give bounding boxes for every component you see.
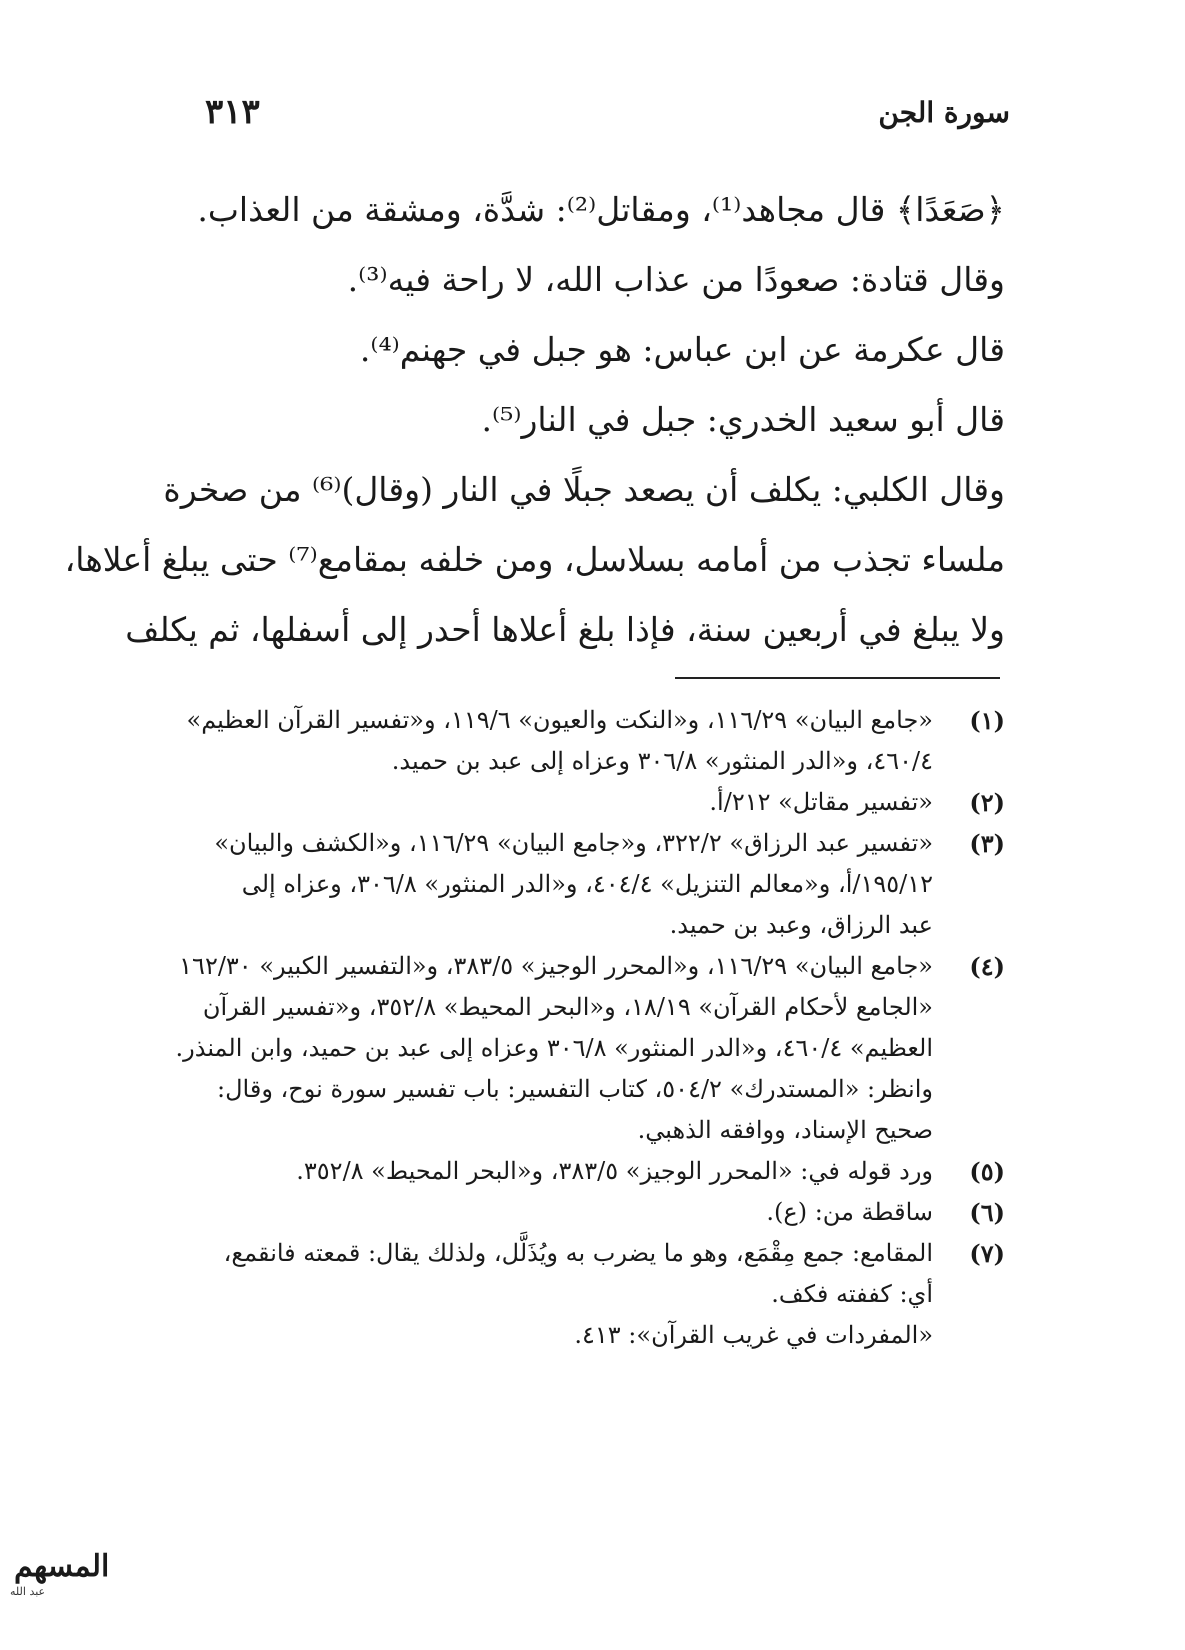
- footnote-text: [128, 782, 933, 823]
- footnote-text: [128, 946, 933, 1151]
- footnotes: [128, 700, 1005, 1356]
- footnote-text: [128, 1151, 933, 1192]
- footnote-number: (٧): [969, 1239, 1005, 1268]
- page-number: ٣١٣: [205, 92, 260, 132]
- footnote: [128, 1233, 1005, 1356]
- text-line: وقال قتادة: صعودًا من عذاب الله، لا راحة فيه⁽³⁾.: [347, 260, 1005, 299]
- text-line: قال أبو سعيد الخدري: جبل في النار⁽⁵⁾.: [481, 400, 1005, 439]
- footnote-line: عبد الرزاق، وعبد بن حميد.: [669, 911, 933, 939]
- footnote-number: (٥): [969, 1157, 1005, 1186]
- footnote-line: «المفردات في غريب القرآن»: ٤١٣.: [574, 1321, 933, 1349]
- footnote-text: [128, 700, 933, 782]
- footnote-line: ١٩٥/١٢/أ، و«معالم التنزيل» ٤٠٤/٤، و«الدر المنثور» ٣٠٦/٨، وعزاه إلى: [241, 870, 933, 898]
- footnote-line: ورد قوله في: «المحرر الوجيز» ٣٨٣/٥، و«البحر المحيط» ٣٥٢/٨.: [296, 1157, 933, 1185]
- footnote-line: «الجامع لأحكام القرآن» ١٨/١٩، و«البحر المحيط» ٣٥٢/٨، و«تفسير القرآن: [202, 993, 933, 1021]
- footnote-line: المقامع: جمع مِقْمَع، وهو ما يضرب به ويُذَلَّل، ولذلك يقال: قمعته فانقمع،: [223, 1239, 933, 1267]
- footnote-text: [128, 1233, 933, 1356]
- surah-title: سورة الجن: [878, 96, 1010, 129]
- text-line: وقال الكلبي: يكلف أن يصعد جبلًا في النار (وقال)⁽⁶⁾ من صخرة: [163, 470, 1005, 509]
- footnote-text: [128, 823, 933, 946]
- footnote-line: «جامع البيان» ١١٦/٢٩، و«المحرر الوجيز» ٣٨٣/٥، و«التفسير الكبير» ١٦٢/٣٠: [179, 952, 933, 980]
- footnote-text: [128, 1192, 933, 1233]
- publisher-logo-sub: عبد الله: [10, 1585, 46, 1598]
- footnote: [128, 782, 1005, 823]
- footnote: [128, 946, 1005, 1151]
- text-line: ولا يبلغ في أربعين سنة، فإذا بلغ أعلاها أحدر إلى أسفلها، ثم يكلف: [125, 610, 1005, 649]
- footnote-number: (٢): [969, 788, 1005, 817]
- footnote-number: (٤): [969, 952, 1005, 981]
- footnote-number: (١): [969, 706, 1005, 735]
- footnote-line: ساقطة من: (ع).: [766, 1198, 933, 1226]
- footnote-line: أي: كففته فكف.: [771, 1280, 933, 1308]
- footnote: [128, 700, 1005, 782]
- footnote-line: ٤٦٠/٤، و«الدر المنثور» ٣٠٦/٨ وعزاه إلى عبد بن حميد.: [391, 747, 933, 775]
- footnote-number: (٣): [969, 829, 1005, 858]
- footnote: [128, 1151, 1005, 1192]
- footnote-line: «تفسير عبد الرزاق» ٣٢٢/٢، و«جامع البيان» ١١٦/٢٩، و«الكشف والبيان»: [214, 829, 933, 857]
- footnote-line: صحيح الإسناد، ووافقه الذهبي.: [637, 1116, 933, 1144]
- text-line: ﴿صَعَدًا﴾ قال مجاهد⁽¹⁾، ومقاتل⁽²⁾: شدَّة، ومشقة من العذاب.: [197, 190, 1005, 229]
- text-line: ملساء تجذب من أمامه بسلاسل، ومن خلفه بمقامع⁽⁷⁾ حتى يبلغ أعلاها،: [64, 540, 1005, 579]
- footnote-separator: [675, 677, 1000, 679]
- publisher-logo: المسهم: [14, 1549, 110, 1584]
- footnote-number: (٦): [969, 1198, 1005, 1227]
- footnote-line: وانظر: «المستدرك» ٥٠٤/٢، كتاب التفسير: باب تفسير سورة نوح، وقال:: [217, 1075, 933, 1103]
- footnote-line: «جامع البيان» ١١٦/٢٩، و«النكت والعيون» ١١٩/٦، و«تفسير القرآن العظيم»: [186, 706, 933, 734]
- footnote: [128, 823, 1005, 946]
- text-line: قال عكرمة عن ابن عباس: هو جبل في جهنم⁽⁴⁾.: [359, 330, 1005, 369]
- page-header: [205, 92, 1010, 146]
- main-text: [64, 175, 1005, 665]
- footnote: [128, 1192, 1005, 1233]
- footnote-line: العظيم» ٤٦٠/٤، و«الدر المنثور» ٣٠٦/٨ وعزاه إلى عبد بن حميد، وابن المنذر.: [175, 1034, 933, 1062]
- footnote-line: «تفسير مقاتل» ٢١٢/أ.: [709, 788, 933, 816]
